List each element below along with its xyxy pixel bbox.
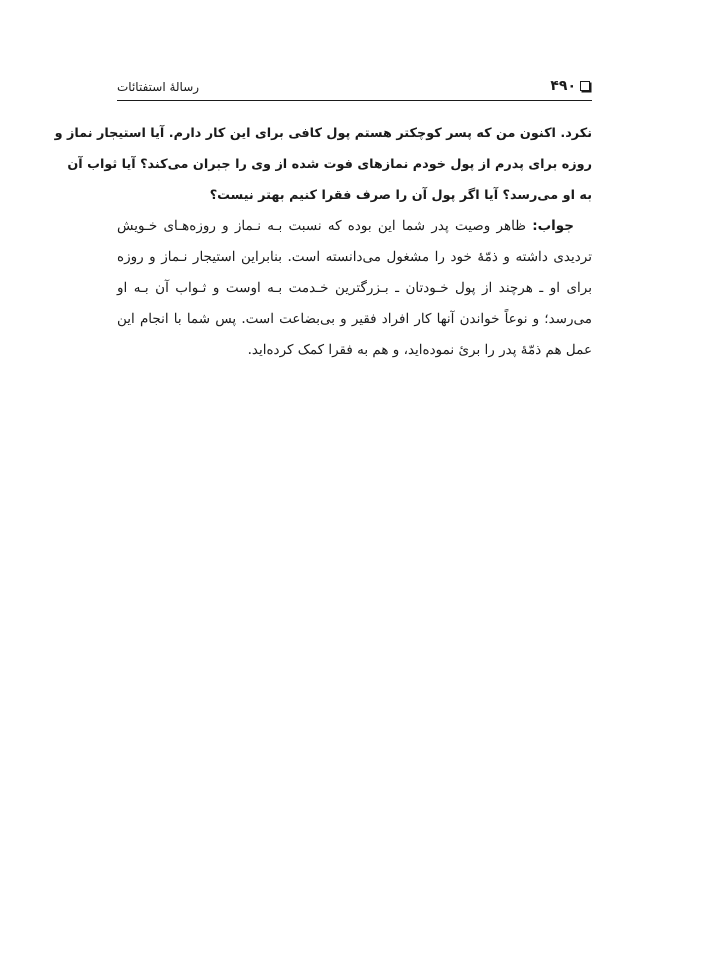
- answer-line-text: ظاهر وصیت پدر شما این بوده که نسبت بـه نـماز و روزه‌هـای خـویش: [117, 218, 526, 234]
- question-line: نکرد. اکنون من که پسر کوچکتر هستم پول کافی برای این کار دارم. آیا استیجار نماز و: [54, 126, 592, 141]
- header-divider: [117, 100, 592, 101]
- answer-line: برای او ـ هرچند از پول خـودتان ـ بـزرگترین خـدمت بـه اوست و ثـواب آن بـه او: [117, 280, 592, 296]
- question-paragraph: [54, 118, 592, 211]
- answer-line: [117, 211, 592, 242]
- page-number: ۴۹۰: [550, 78, 576, 94]
- book-title: رسالهٔ استفتائات: [117, 80, 200, 94]
- answer-line: می‌رسد؛ و نوعاً خواندن آنها کار افراد فقیر و بی‌بضاعت است. پس شما با انجام این: [117, 311, 592, 327]
- answer-label: جواب:: [532, 218, 574, 234]
- page-number-group: [550, 78, 592, 94]
- square-bullet-icon: [580, 81, 590, 91]
- answer-line: تردیدی داشته و ذمّهٔ خود را مشغول می‌دانسته است. بنابراین استیجار نـماز و روزه: [117, 249, 592, 265]
- running-header: [117, 76, 592, 98]
- question-line: به او می‌رسد؟ آیا اگر پول آن را صرف فقرا کنیم بهتر نیست؟: [209, 188, 592, 203]
- answer-line: عمل هم ذمّهٔ پدر را بریٔ نموده‌اید، و هم به فقرا کمک کرده‌اید.: [247, 342, 592, 358]
- question-line: روزه برای پدرم از پول خودم نمازهای فوت شده از وی را جبران می‌کند؟ آیا ثواب آن: [67, 157, 592, 172]
- body-text: [54, 118, 592, 366]
- answer-paragraph: [117, 211, 592, 366]
